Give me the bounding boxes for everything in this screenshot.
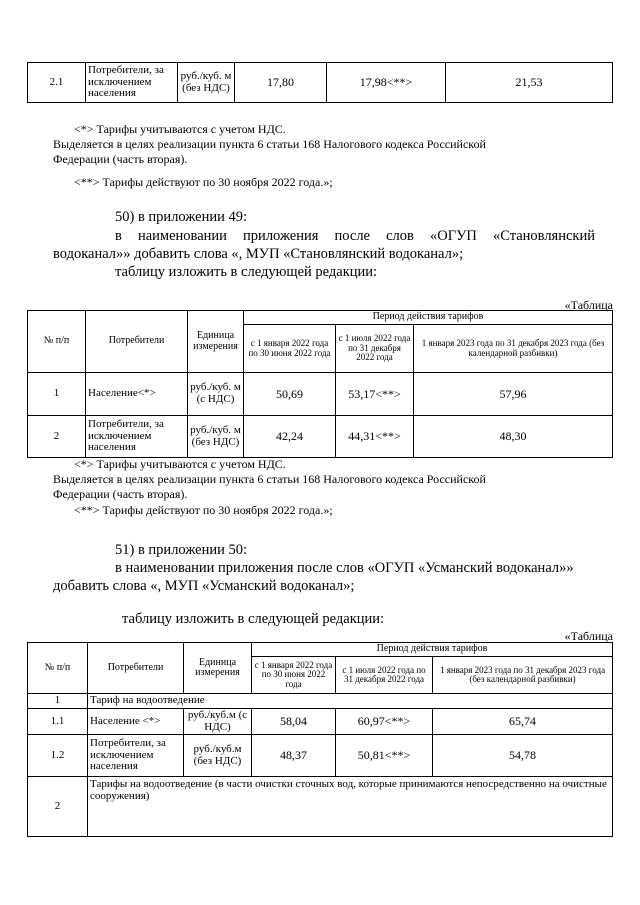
row-number: 1.1 [28,709,88,735]
footnote-vat: <*> Тарифы учитываются с учетом НДС. [74,122,286,136]
value-cell: 50,81<**> [336,735,433,777]
unit-cell: руб./куб. м (без НДС) [188,416,244,458]
header-period-3: 1 января 2023 года по 31 декабря 2023 года (без календарной разбивки) [414,325,613,373]
row-number: 2 [28,777,88,837]
table-row [28,694,613,709]
row-number: 2 [28,416,86,458]
value-cell: 17,98<**> [327,63,446,103]
section-50-text-line2: водоканал»» добавить слова «, МУП «Становлянский водоканал»; [53,246,464,262]
table-row [28,63,613,103]
row-number: 1 [28,373,86,416]
value-cell: 65,74 [433,709,613,735]
value-cell: 48,37 [252,735,336,777]
table-row [28,735,613,777]
table-row [28,777,613,837]
value-cell: 21,53 [446,63,613,103]
unit-cell: руб./куб.м (с НДС) [184,709,252,735]
header-period-2: с 1 июля 2022 года по 31 декабря 2022 года [336,657,433,694]
footnote-validity: <**> Тарифы действуют по 30 ноября 2022 года.»; [74,503,333,517]
value-cell: 48,30 [414,416,613,458]
table-row [28,709,613,735]
tariff-table-continuation [27,62,613,103]
section-51-text-line3: таблицу изложить в следующей редакции: [122,611,385,627]
value-cell: 44,31<**> [336,416,414,458]
row-number: 2.1 [28,63,86,103]
header-period: Период действия тарифов [244,311,613,325]
section-50-text-line1: в наименовании приложения после слов «ОГУП «Становлянский [115,228,595,244]
value-cell: 53,17<**> [336,373,414,416]
header-consumers: Потребители [86,311,188,373]
table-marker: «Таблица [564,629,613,643]
tariff-table-49 [27,310,613,458]
section-51-text-line1: в наименовании приложения после слов «ОГУП «Усманский водоканал»» [115,560,574,576]
row-number: 1.2 [28,735,88,777]
section-51-text-line2: добавить слова «, МУП «Усманский водоканал»; [53,578,355,594]
value-cell: 60,97<**> [336,709,433,735]
consumer-cell: Население<*> [86,373,188,416]
header-unit: Единица измерения [184,643,252,694]
header-period-3: 1 января 2023 года по 31 декабря 2023 года (без календарной разбивки) [433,657,613,694]
header-period-2: с 1 июля 2022 года по 31 декабря 2022 года [336,325,414,373]
footnote-tax-code-cont: Федерации (часть вторая). [53,487,188,501]
footnote-tax-code-cont: Федерации (часть вторая). [53,152,188,166]
header-number: № п/п [28,311,86,373]
value-cell: 17,80 [235,63,327,103]
value-cell: 54,78 [433,735,613,777]
unit-cell: руб./куб. м (с НДС) [188,373,244,416]
section-row-text: Тарифы на водоотведение (в части очистки сточных вод, которые принимаются непосредственно на очистные сооружения) [88,777,613,837]
footnote-tax-code: Выделяется в целях реализации пункта 6 статьи 168 Налогового кодекса Российской [53,137,486,151]
section-50-heading: 50) в приложении 49: [115,209,248,225]
consumer-cell: Потребители, за исключением населения [86,416,188,458]
header-unit: Единица измерения [188,311,244,373]
header-period: Период действия тарифов [252,643,613,657]
table-row [28,373,613,416]
header-number: № п/п [28,643,88,694]
row-number: 1 [28,694,88,709]
header-period-1: с 1 января 2022 года по 30 июня 2022 года [244,325,336,373]
value-cell: 50,69 [244,373,336,416]
value-cell: 42,24 [244,416,336,458]
section-row-text: Тариф на водоотведение [88,694,613,709]
unit-cell: руб./куб. м (без НДС) [178,63,235,103]
table-marker: «Таблица [564,298,613,312]
table-row [28,416,613,458]
section-50-text-line3: таблицу изложить в следующей редакции: [115,264,378,280]
tariff-table-50 [27,642,613,837]
footnote-tax-code: Выделяется в целях реализации пункта 6 статьи 168 Налогового кодекса Российской [53,472,486,486]
consumer-cell: Потребители, за исключением населения [86,63,178,103]
header-consumers: Потребители [88,643,184,694]
header-period-1: с 1 января 2022 года по 30 июня 2022 года [252,657,336,694]
unit-cell: руб./куб.м (без НДС) [184,735,252,777]
value-cell: 57,96 [414,373,613,416]
section-51-heading: 51) в приложении 50: [115,542,248,558]
consumer-cell: Население <*> [88,709,184,735]
footnote-vat: <*> Тарифы учитываются с учетом НДС. [74,457,286,471]
value-cell: 58,04 [252,709,336,735]
footnote-validity: <**> Тарифы действуют по 30 ноября 2022 года.»; [74,175,333,189]
consumer-cell: Потребители, за исключением населения [88,735,184,777]
